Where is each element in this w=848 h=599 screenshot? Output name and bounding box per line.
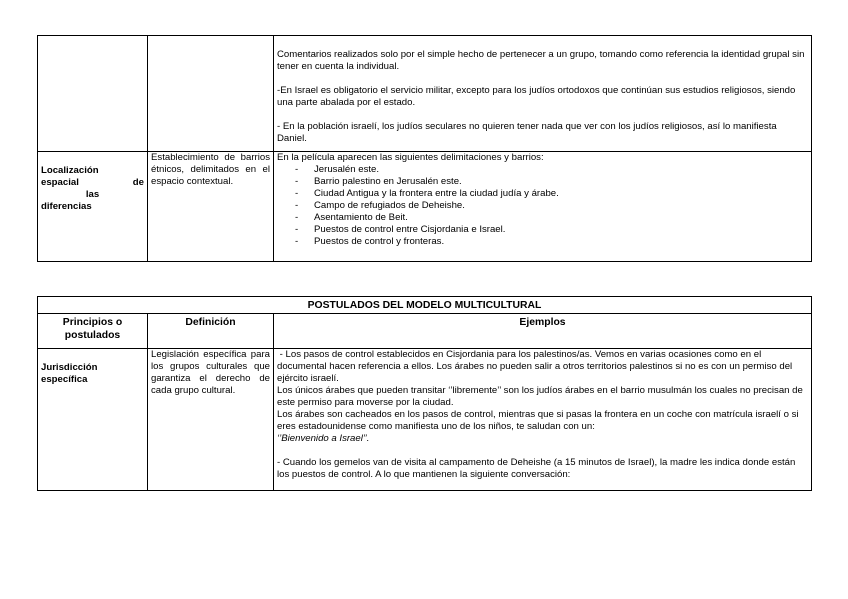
list-item: - Campo de refugiados de Deheishe. [295, 200, 808, 212]
example-quote [277, 433, 808, 445]
quote-text: ‘’Bienvenido a Israel’’. [277, 433, 370, 444]
example-paragraph: - Los pasos de control establecidos en Cisjordania para los palestinos/as. Vemos en varias ocasiones como en el documental hacen referencia a ellos. Los árabes no pueden salir a otros territorios palestinos si no es con un permiso del ejército israelí. [277, 349, 795, 384]
examples-cell [274, 36, 812, 152]
header-principles: Principios o postulados [38, 314, 148, 349]
examples-cell [274, 349, 812, 491]
definition-cell: Legislación específica para los grupos culturales que garantiza el derecho de cada grupo cultural. [148, 349, 274, 491]
table-title-row [38, 297, 812, 314]
example-paragraph: Los únicos árabes que pueden transitar ‘’libremente’’ son los judíos árabes en el barrio musulmán los cuales no precisan de este permiso para moverse por la ciudad. [277, 385, 803, 408]
list-item: - Puestos de control entre Cisjordania e Israel. [295, 224, 808, 236]
table-header-row [38, 314, 812, 349]
principle-line: espacial de [41, 177, 144, 188]
examples-intro: En la película aparecen las siguientes delimitaciones y barrios: [277, 152, 544, 163]
principle-line: las [85, 189, 100, 200]
table-row [38, 36, 812, 152]
principle-cell: Jurisdicción específica [38, 349, 148, 491]
example-paragraph: Comentarios realizados solo por el simple hecho de pertenecer a un grupo, tomando como referencia la identidad grupal sin tener en cuenta la individual. [277, 49, 805, 72]
list-item: - Asentamiento de Beit. [295, 212, 808, 224]
example-paragraph: Los árabes son cacheados en los pasos de control, mientras que si pasas la frontera en un coche con matrícula israelí o si eres estadounidense como manifiesta uno de los niños, te saludan con un: [277, 409, 799, 432]
table-title: POSTULADOS DEL MODELO MULTICULTURAL [38, 297, 812, 314]
list-item: - Ciudad Antigua y la frontera entre la ciudad judía y árabe. [295, 188, 808, 200]
multicultural-model-table [37, 296, 812, 491]
table-row [38, 152, 812, 262]
example-paragraph: - Cuando los gemelos van de visita al campamento de Deheishe (a 15 minutos de Israel), la madre les indica donde están los puestos de control. A lo que mantienen la siguiente conversación: [277, 457, 796, 480]
example-paragraph: - En la población israelí, los judíos seculares no quieren tener nada que ver con los judíos religiosos, así lo manifiesta Daniel. [277, 121, 777, 144]
header-definition: Definición [148, 314, 274, 349]
example-paragraph: -En Israel es obligatorio el servicio militar, excepto para los judíos ortodoxos que continúan sus estudios religiosos, siendo una parte abalada por el estado. [277, 85, 796, 108]
list-item: - Barrio palestino en Jerusalén este. [295, 176, 808, 188]
definition-cell: Establecimiento de barrios étnicos, delimitados en el espacio contextual. [148, 152, 274, 262]
list-item: - Jerusalén este. [295, 164, 808, 176]
principle-line: Localización [41, 165, 99, 176]
principle-line: diferencias [41, 201, 92, 212]
table-row [38, 349, 812, 491]
principle-cell [38, 36, 148, 152]
principle-cell [38, 152, 148, 262]
examples-cell [274, 152, 812, 262]
definition-cell [148, 36, 274, 152]
delimitations-list [277, 164, 808, 248]
principles-table-continued [37, 35, 812, 262]
list-item: - Puestos de control y fronteras. [295, 236, 808, 248]
header-examples: Ejemplos [274, 314, 812, 349]
